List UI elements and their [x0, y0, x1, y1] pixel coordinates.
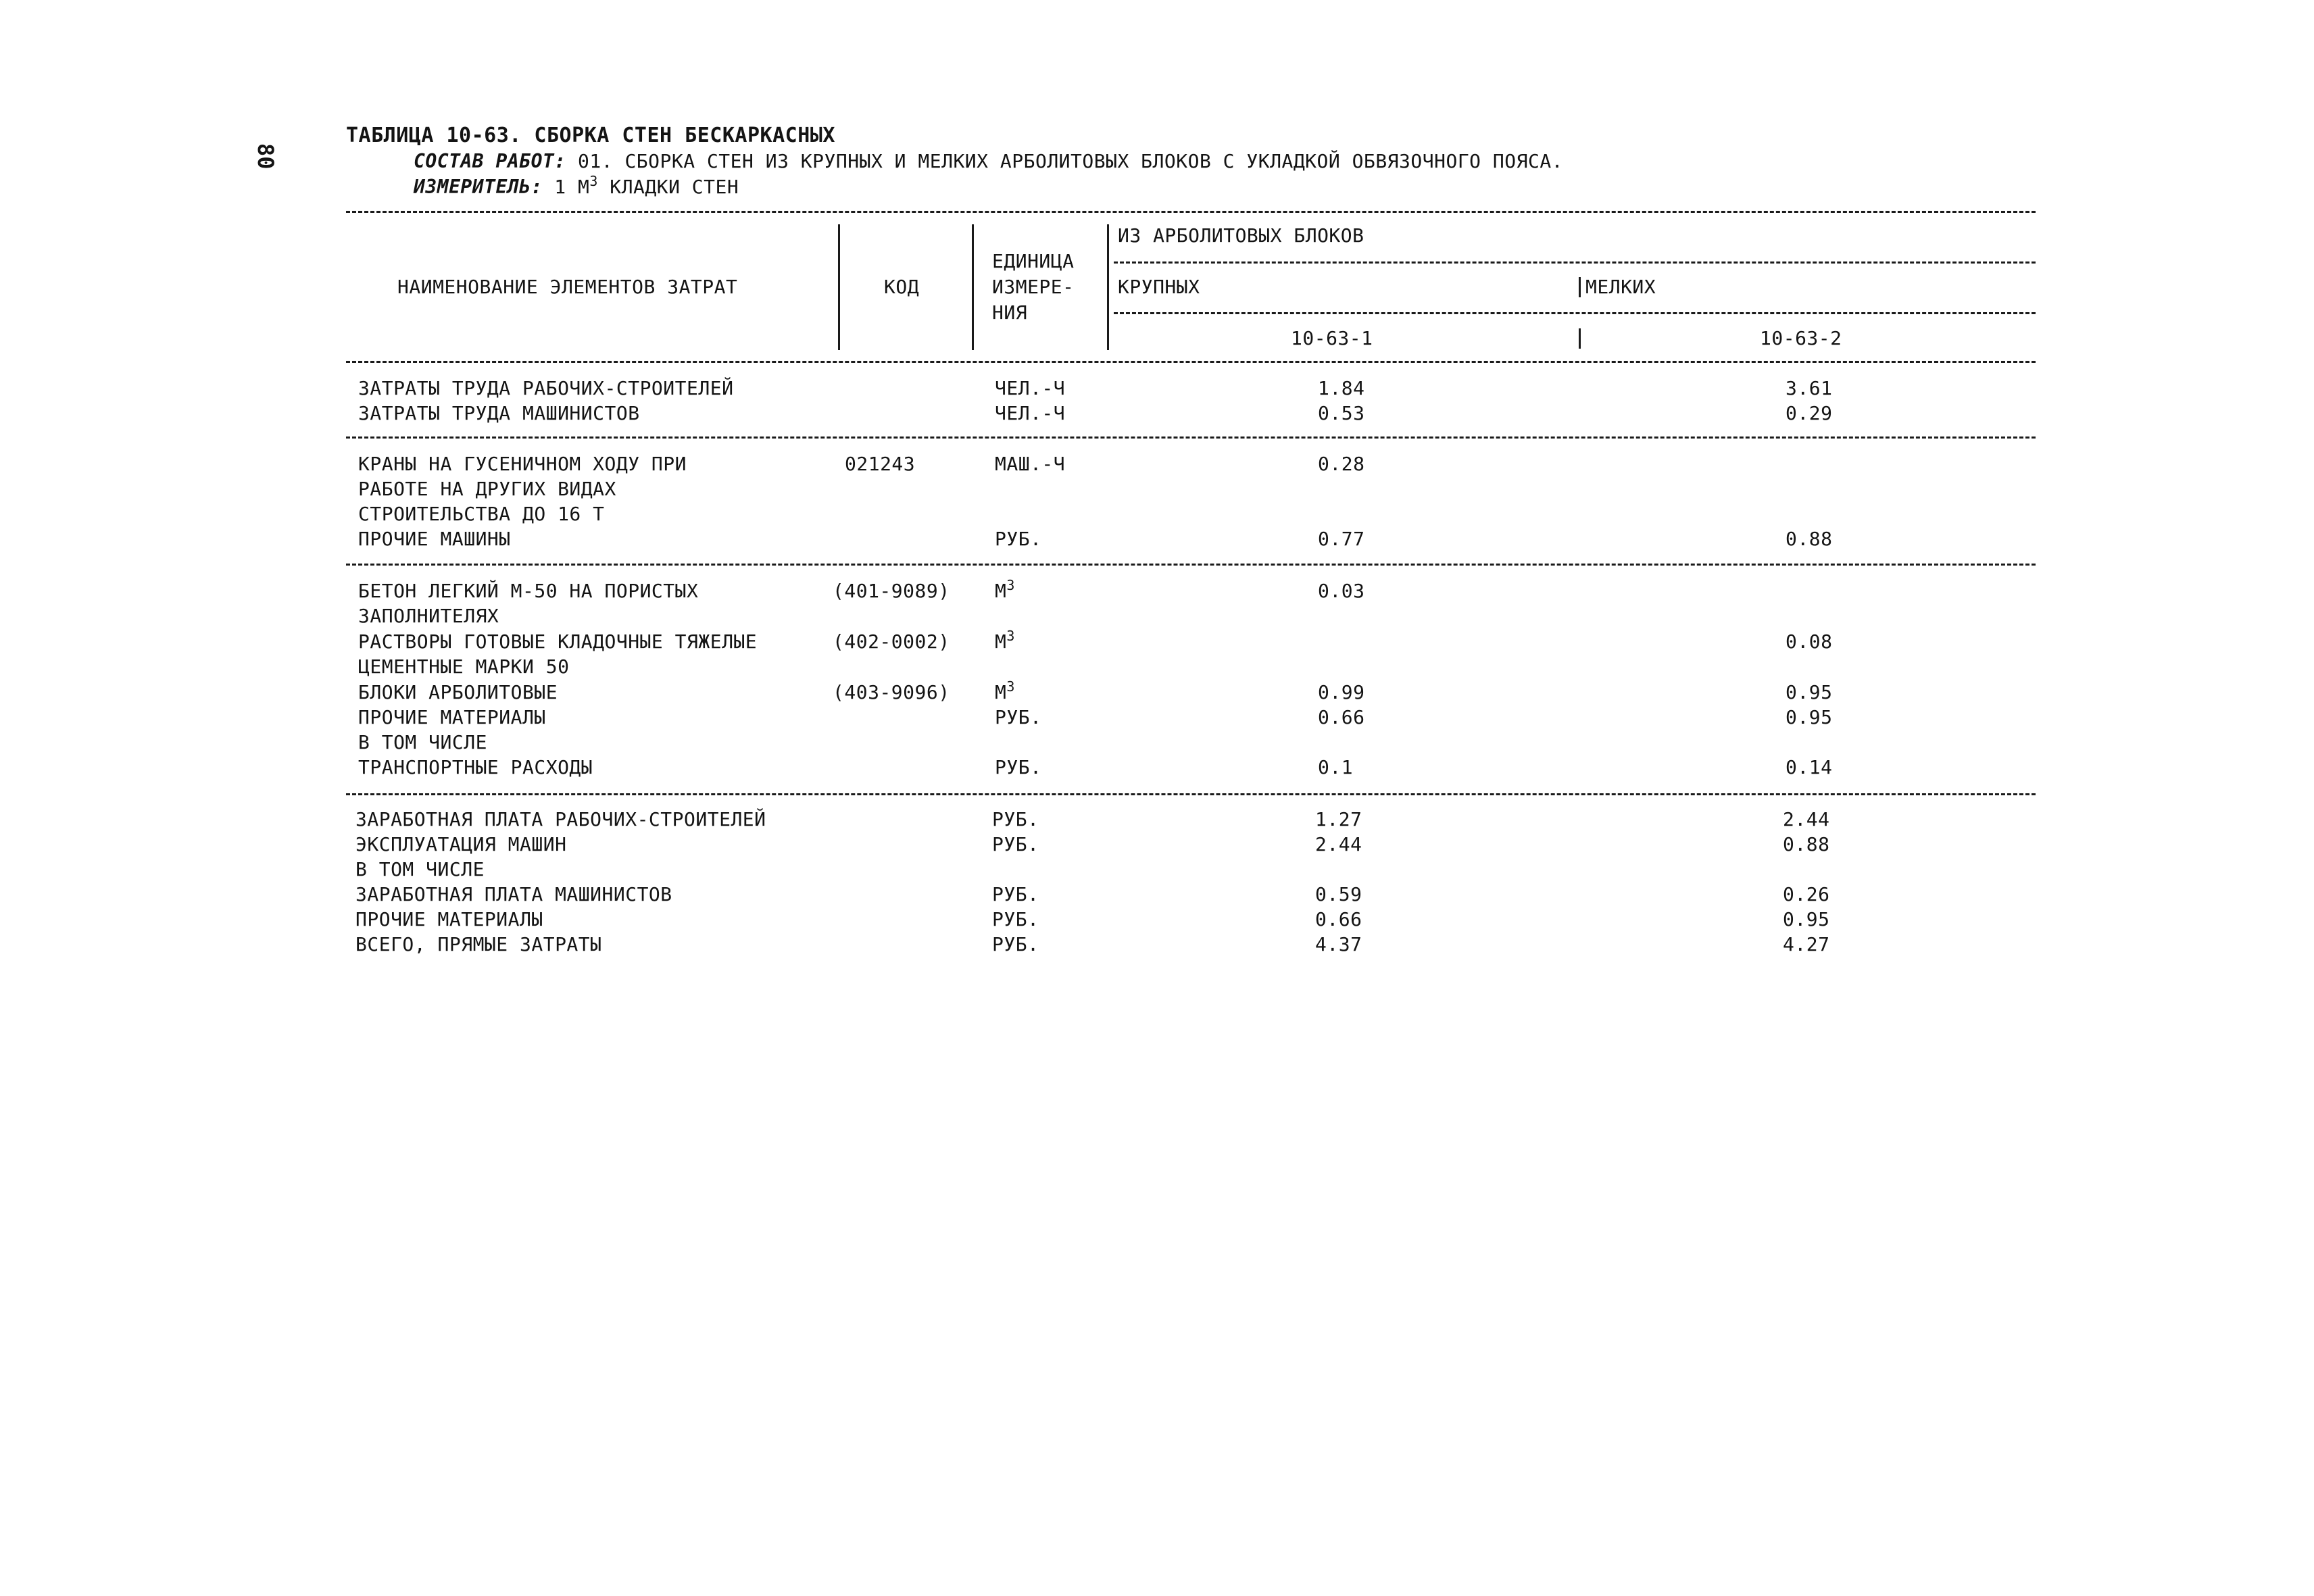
row-value-large: 1.84 [1318, 377, 1365, 399]
row-unit: $М^3$ [995, 577, 1015, 602]
measure-line [414, 173, 739, 198]
col-unit-header-3: НИЯ [992, 301, 1028, 324]
row-value-large: 0.66 [1315, 908, 1362, 930]
measure-sup: 3 [589, 173, 598, 189]
row-unit: $М^3$ [995, 678, 1015, 703]
row-name-cont: СТРОИТЕЛЬСТВА ДО 16 Т [358, 503, 605, 525]
sub-header-small: МЕЛКИХ [1585, 276, 1656, 298]
composition-line [414, 151, 1563, 172]
row-name-cont: ЗАПОЛНИТЕЛЯХ [358, 605, 499, 627]
row-name: ПРОЧИЕ МАТЕРИАЛЫ [355, 908, 543, 930]
row-value-large: 0.03 [1318, 580, 1365, 602]
row-unit: РУБ. [992, 833, 1039, 855]
measure-text: КЛАДКИ СТЕН [597, 176, 739, 198]
row-value-small: 0.95 [1786, 706, 1833, 728]
row-name: ПРОЧИЕ МАТЕРИАЛЫ [358, 706, 546, 728]
col-code-header: КОД [884, 276, 920, 298]
row-unit: РУБ. [995, 756, 1042, 778]
row-name: ТРАНСПОРТНЫЕ РАСХОДЫ [358, 756, 593, 778]
row-code: (401-9089) [833, 580, 950, 602]
row-name: БЕТОН ЛЕГКИЙ М-50 НА ПОРИСТЫХ [358, 580, 699, 602]
row-value-large: 0.59 [1315, 883, 1362, 905]
row-value-small: 0.95 [1786, 681, 1833, 703]
row-name: РАСТВОРЫ ГОТОВЫЕ КЛАДОЧНЫЕ ТЯЖЕЛЫЕ [358, 630, 758, 653]
row-name: ВСЕГО, ПРЯМЫЕ ЗАТРАТЫ [355, 933, 602, 955]
rule-sub [1114, 312, 2036, 314]
row-subheading: В ТОМ ЧИСЛЕ [358, 731, 487, 753]
row-code: (402-0002) [833, 630, 950, 653]
table-title: ТАБЛИЦА 10-63. СБОРКА СТЕН БЕСКАРКАСНЫХ [346, 124, 835, 147]
measure-label: ИЗМЕРИТЕЛЬ: [414, 176, 543, 198]
row-unit: МАШ.-Ч [995, 453, 1066, 475]
row-name: ПРОЧИЕ МАШИНЫ [358, 528, 511, 550]
row-name-cont: РАБОТЕ НА ДРУГИХ ВИДАХ [358, 478, 616, 500]
row-name: ЗАРАБОТНАЯ ПЛАТА МАШИНИСТОВ [355, 883, 672, 905]
row-value-large: 0.28 [1318, 453, 1365, 475]
col-unit-header-1: ЕДИНИЦА [992, 250, 1075, 272]
row-value-small: 0.26 [1783, 883, 1830, 905]
row-value-small: 3.61 [1786, 377, 1833, 399]
col-separator-2 [972, 224, 974, 350]
row-code: (403-9096) [833, 681, 950, 703]
row-subheading: В ТОМ ЧИСЛЕ [355, 858, 485, 880]
row-name: ЭКСПЛУАТАЦИЯ МАШИН [355, 833, 567, 855]
col-unit-header-2: ИЗМЕРЕ- [992, 276, 1075, 298]
row-value-large: 0.53 [1318, 402, 1365, 424]
col-separator-4 [1579, 277, 1581, 297]
row-unit: ЧЕЛ.-Ч [995, 402, 1066, 424]
row-value-large: 4.37 [1315, 933, 1362, 955]
row-value-large: 0.77 [1318, 528, 1365, 550]
code-header-large: 10-63-1 [1291, 327, 1373, 349]
measure-value: 1 М [554, 176, 590, 198]
row-name: ЗАТРАТЫ ТРУДА РАБОЧИХ-СТРОИТЕЛЕЙ [358, 377, 734, 399]
group-header: ИЗ АРБОЛИТОВЫХ БЛОКОВ [1118, 224, 1364, 247]
row-name: ЗАРАБОТНАЯ ПЛАТА РАБОЧИХ-СТРОИТЕЛЕЙ [355, 808, 766, 830]
row-value-large: 0.1 [1318, 756, 1354, 778]
row-value-small: 0.29 [1786, 402, 1833, 424]
code-header-small: 10-63-2 [1760, 327, 1842, 349]
page-number: 80 [253, 143, 278, 170]
row-name-cont: ЦЕМЕНТНЫЕ МАРКИ 50 [358, 655, 570, 678]
row-value-small: 0.14 [1786, 756, 1833, 778]
row-unit: РУБ. [995, 706, 1042, 728]
row-value-small: 0.95 [1783, 908, 1830, 930]
sub-header-large: КРУПНЫХ [1118, 276, 1200, 298]
row-unit: $М^3$ [995, 628, 1015, 653]
row-name: ЗАТРАТЫ ТРУДА МАШИНИСТОВ [358, 402, 640, 424]
row-value-large: 0.99 [1318, 681, 1365, 703]
rule-group [1114, 261, 2036, 264]
row-value-large: 0.66 [1318, 706, 1365, 728]
row-value-small: 0.88 [1783, 833, 1830, 855]
row-value-large: 2.44 [1315, 833, 1362, 855]
col-separator-1 [838, 224, 840, 350]
composition-text: 01. СБОРКА СТЕН ИЗ КРУПНЫХ И МЕЛКИХ АРБОЛИТОВЫХ БЛОКОВ С УКЛАДКОЙ ОБВЯЗОЧНОГО ПОЯСА. [578, 150, 1564, 172]
section-rule-3 [346, 793, 2036, 795]
rule-head-bottom [346, 361, 2036, 363]
row-unit: РУБ. [992, 883, 1039, 905]
row-code: 021243 [845, 453, 916, 475]
row-value-small: 0.88 [1786, 528, 1833, 550]
row-unit: РУБ. [995, 528, 1042, 550]
row-value-large: 1.27 [1315, 808, 1362, 830]
col-separator-3 [1107, 224, 1109, 350]
row-unit: РУБ. [992, 808, 1039, 830]
composition-label: СОСТАВ РАБОТ: [414, 150, 566, 172]
row-unit: РУБ. [992, 933, 1039, 955]
row-value-small: 4.27 [1783, 933, 1830, 955]
row-value-small: 0.08 [1786, 630, 1833, 653]
section-rule-2 [346, 564, 2036, 566]
row-name: КРАНЫ НА ГУСЕНИЧНОМ ХОДУ ПРИ [358, 453, 687, 475]
rule-top [346, 211, 2036, 213]
row-unit: РУБ. [992, 908, 1039, 930]
row-name: БЛОКИ АРБОЛИТОВЫЕ [358, 681, 558, 703]
col-name-header: НАИМЕНОВАНИЕ ЭЛЕМЕНТОВ ЗАТРАТ [397, 276, 738, 298]
col-separator-5 [1579, 328, 1581, 349]
row-value-small: 2.44 [1783, 808, 1830, 830]
section-rule-1 [346, 437, 2036, 439]
row-unit: ЧЕЛ.-Ч [995, 377, 1066, 399]
